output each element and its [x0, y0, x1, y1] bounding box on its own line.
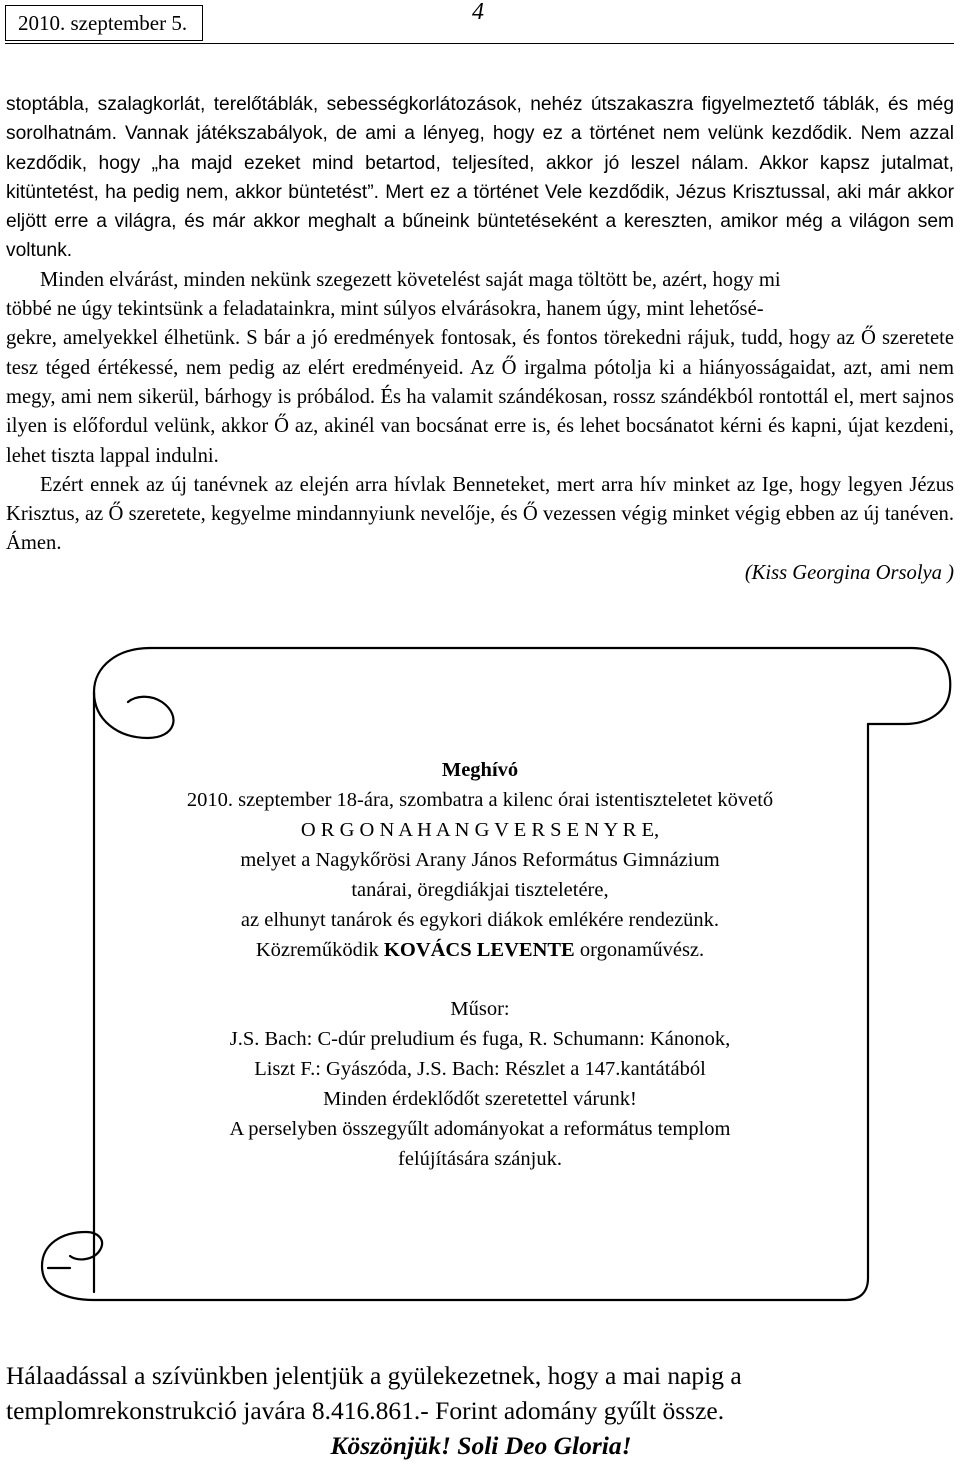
- invitation-line-3: melyet a Nagykőrösi Arany János Református Gimnázium: [240, 849, 720, 871]
- article-paragraph-1: stoptábla, szalagkorlát, terelőtáblák, sebességkorlátozások, nehéz útszakaszra figyelmeztető táblák, és még sorolhatnám. Vannak játékszabályok, de ami a lényeg, hogy ez a történet nem velünk kezdődik. Nem azzal kezdődik, hogy „ha majd ezeket mind betartod, teljesíted, akkor jó leszel nálam. Akkor kapsz jutalmat, kitüntetést, ha pedig nem, akkor büntetést”. Mert ez a történet Vele kezdődik, Jézus Krisztussal, aki már akkor eljött erre a világra, és már akkor meghalt a bűneink büntetéseként a kereszten, amikor még a világon sem voltunk.: [6, 94, 954, 262]
- program-label: Műsor:: [450, 998, 510, 1020]
- program-line-1: J.S. Bach: C-dúr preludium és fuga, R. Schumann: Kánonok,: [229, 1028, 731, 1050]
- scroll-top-left-curl: [94, 648, 173, 738]
- performer-suffix: orgonaművész.: [574, 939, 705, 961]
- collection-line-1: A perselyben összegyűlt adományokat a református templom: [229, 1118, 731, 1140]
- date-box: 2010. szeptember 5.: [5, 5, 203, 41]
- scroll-bottom-roll: [94, 1238, 868, 1300]
- author-signature: (Kiss Georgina Orsolya ): [744, 561, 954, 584]
- program-line-2: Liszt F.: Gyászóda, J.S. Bach: Részlet a 147.kantátából: [254, 1058, 706, 1080]
- footer-line-1: Hálaadással a szívünkben jelentjük a gyülekezetnek, hogy a mai napig a: [6, 1361, 742, 1390]
- article-paragraph-2-line-2: többé ne úgy tekintsünk a feladatainkra, mint súlyos elvárásokra, hanem úgy, mint lehetősé-: [6, 298, 764, 321]
- article-paragraph-2-rest: gekre, amelyekkel élhetünk. S bár a jó eredmények fontosak, és fontos törekedni rájuk, tudd, hogy az Ő szeretete tesz téged értékessé, nem pedig az elért eredményeid. Az Ő irgalma pótolja ki a hiányosságaidat, azt, ami nem megy, ami nem sikerül, bárhogy is próbálod. És ha valamit szándékosan, rossz szándékból rontottál el, mert sajnos ilyen is előfordul velünk, akkor Ő az, akinél van bocsánat erre is, és lehet bocsánatot kérni és kapni, újat kezdeni, lehet tiszta lappal indulni.: [6, 327, 954, 467]
- article-paragraph-2-line-1: Minden elvárást, minden nekünk szegezett követelést saját maga töltött be, azért, hogy mi: [40, 268, 781, 291]
- header-rule: [5, 43, 954, 44]
- collection-line-2: felújítására szánjuk.: [398, 1148, 562, 1170]
- footer-announcement: [6, 1358, 956, 1463]
- invitation-line-6: [100, 935, 860, 965]
- invitation-line-2: O R G O N A H A N G V E R S E N Y R E,: [300, 819, 660, 841]
- performer-prefix: Közreműködik: [255, 939, 384, 961]
- article-paragraph-3: Ezért ennek az új tanévnek az elején arra hívlak Benneteket, mert arra hív minket az Ige, hogy legyen Jézus Krisztus, az Ő szeretete, kegyelme mindannyiunk nevelője, és Ő vezessen végig minket végig ebben az új tanéven. Ámen.: [6, 473, 954, 555]
- article-body: [6, 90, 954, 588]
- invitation-line-4: tanárai, öregdiákjai tiszteletére,: [351, 879, 609, 901]
- page-number: 4: [472, 0, 484, 25]
- scroll-top-roll: [150, 648, 950, 724]
- welcome-line: Minden érdeklődőt szeretettel várunk!: [323, 1088, 637, 1110]
- article-paragraph-2: [6, 266, 954, 471]
- footer-line-2: templomrekonstrukció javára 8.416.861.- Forint adomány gyűlt össze.: [6, 1396, 725, 1425]
- spacer: [100, 965, 860, 994]
- invitation-title: Meghívó: [441, 759, 519, 781]
- invitation-line-1: 2010. szeptember 18-ára, szombatra a kilenc órai istentiszteletet követő: [186, 789, 774, 811]
- performer-name: KOVÁCS LEVENTE: [383, 939, 575, 961]
- invitation-line-5: az elhunyt tanárok és egykori diákok emlékére rendezünk.: [240, 909, 720, 931]
- invitation: [100, 755, 860, 1174]
- footer-thanks: Köszönjük! Soli Deo Gloria!: [330, 1431, 632, 1460]
